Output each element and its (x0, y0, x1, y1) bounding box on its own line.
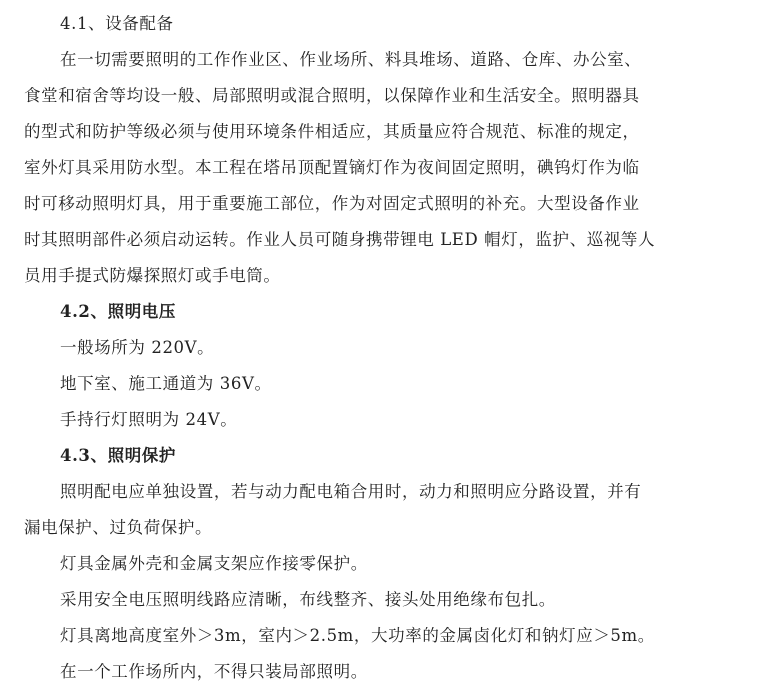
paragraph-line: 灯具金属外壳和金属支架应作接零保护。 (60, 554, 368, 573)
paragraph-line: 员用手提式防爆探照灯或手电筒。 (24, 266, 281, 285)
paragraph-line: 漏电保护、过负荷保护。 (24, 518, 213, 537)
paragraph-line: 地下室、施工通道为 36V。 (60, 374, 272, 393)
paragraph-line: 时其照明部件必须启动运转。作业人员可随身携带锂电 LED 帽灯，监护、巡视等人 (24, 230, 656, 249)
section-heading: 4.2、照明电压 (60, 302, 177, 321)
section-4-2 (24, 294, 736, 438)
paragraph-line: 手持行灯照明为 24V。 (60, 410, 238, 429)
paragraph-line: 在一个工作场所内，不得只装局部照明。 (60, 662, 368, 681)
paragraph-line: 灯具离地高度室外＞3m，室内＞2.5m，大功率的金属卤化灯和钠灯应＞5m。 (60, 626, 655, 645)
paragraph-line: 的型式和防护等级必须与使用环境条件相适应，其质量应符合规范、标准的规定， (24, 122, 640, 141)
paragraph-line: 时可移动照明灯具，用于重要施工部位，作为对固定式照明的补充。大型设备作业 (24, 194, 640, 213)
paragraph (24, 474, 736, 546)
section-4-3 (24, 438, 736, 690)
paragraph-line: 食堂和宿舍等均设一般、局部照明或混合照明，以保障作业和生活安全。照明器具 (24, 86, 640, 105)
paragraph (24, 42, 736, 294)
paragraph-line: 一般场所为 220V。 (60, 338, 215, 357)
paragraph-line: 采用安全电压照明线路应清晰，布线整齐、接头处用绝缘布包扎。 (60, 590, 556, 609)
paragraph-line: 室外灯具采用防水型。本工程在塔吊顶配置镝灯作为夜间固定照明，碘钨灯作为临 (24, 158, 640, 177)
section-heading: 4.3、照明保护 (60, 446, 177, 465)
section-heading: 4.1、设备配备 (60, 14, 174, 33)
document-body (24, 6, 736, 690)
section-4-1 (24, 6, 736, 294)
paragraph-line: 在一切需要照明的工作作业区、作业场所、料具堆场、道路、仓库、办公室、 (60, 50, 642, 69)
paragraph-line: 照明配电应单独设置，若与动力配电箱合用时，动力和照明应分路设置，并有 (60, 482, 642, 501)
